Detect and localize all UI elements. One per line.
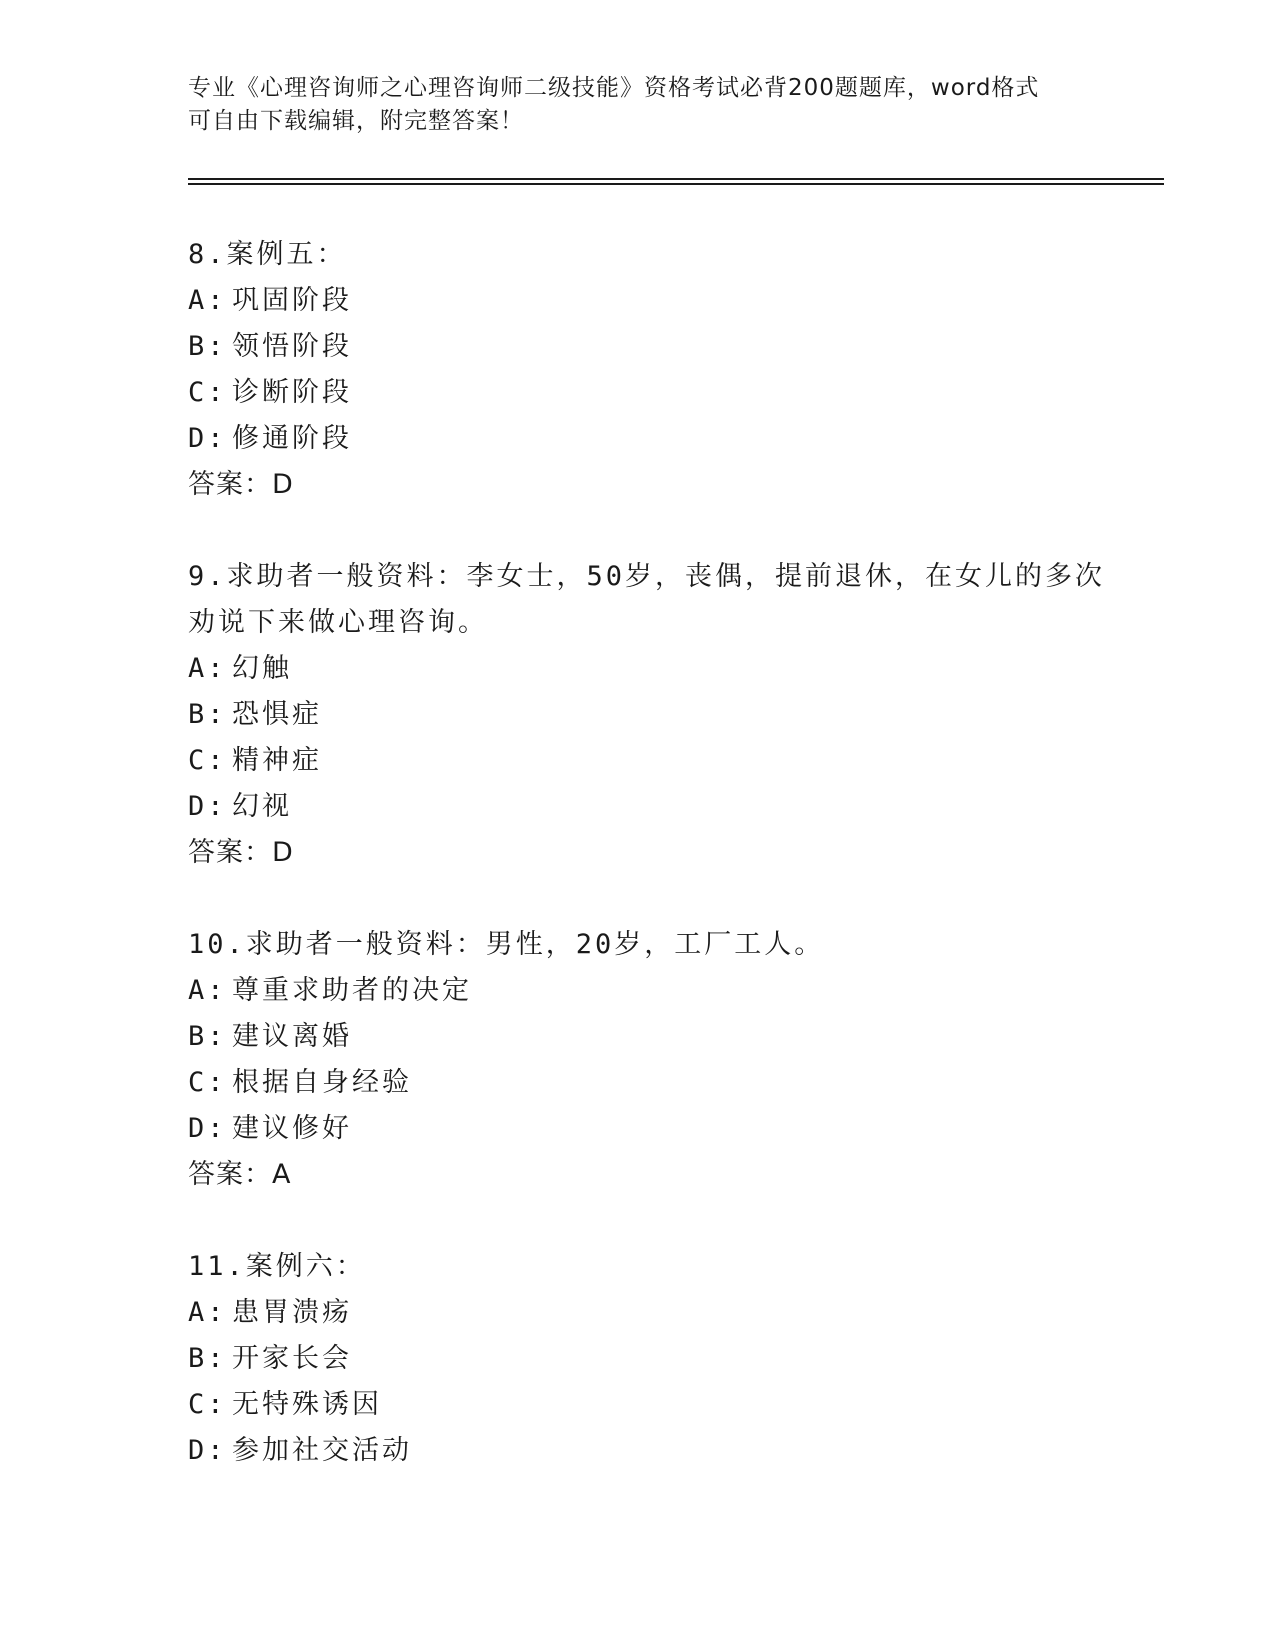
question-11: [188, 1244, 1088, 1474]
option-d: D: 幻视: [188, 791, 292, 822]
answer-line: 答案：D: [188, 837, 294, 868]
header-divider-bottom: [188, 183, 1164, 185]
question-8: [188, 232, 1088, 508]
answer-line: 答案：D: [188, 469, 294, 500]
header-line-1: 专业《心理咨询师之心理咨询师二级技能》资格考试必背200题题库，word格式: [188, 75, 1040, 101]
option-b: B: 开家长会: [188, 1343, 352, 1374]
option-a: A: 尊重求助者的决定: [188, 975, 472, 1006]
option-b: B: 领悟阶段: [188, 331, 352, 362]
question-stem-continued: 劝说下来做心理咨询。: [188, 607, 488, 638]
option-c: C: 无特殊诱因: [188, 1389, 382, 1420]
question-10: [188, 922, 1088, 1198]
answer-line: 答案：A: [188, 1159, 292, 1190]
option-c: C: 根据自身经验: [188, 1067, 412, 1098]
question-stem: 11.案例六：: [188, 1251, 366, 1282]
option-d: D: 修通阶段: [188, 423, 352, 454]
question-stem: 8.案例五：: [188, 239, 347, 270]
option-b: B: 恐惧症: [188, 699, 322, 730]
option-c: C: 精神症: [188, 745, 322, 776]
question-stem: 9.求助者一般资料：李女士，50岁，丧偶，提前退休，在女儿的多次: [188, 561, 1106, 592]
question-list: [188, 232, 1106, 1474]
option-d: D: 参加社交活动: [188, 1435, 412, 1466]
question-stem: 10.求助者一般资料：男性，20岁，工厂工人。: [188, 929, 825, 960]
question-9: [188, 554, 1106, 876]
header-line-2: 可自由下载编辑，附完整答案！: [188, 108, 524, 134]
option-c: C: 诊断阶段: [188, 377, 352, 408]
option-a: A: 幻触: [188, 653, 292, 684]
option-b: B: 建议离婚: [188, 1021, 352, 1052]
document-header: [188, 72, 1088, 138]
option-a: A: 患胃溃疡: [188, 1297, 352, 1328]
header-divider-top: [188, 178, 1164, 180]
option-d: D: 建议修好: [188, 1113, 352, 1144]
option-a: A: 巩固阶段: [188, 285, 352, 316]
